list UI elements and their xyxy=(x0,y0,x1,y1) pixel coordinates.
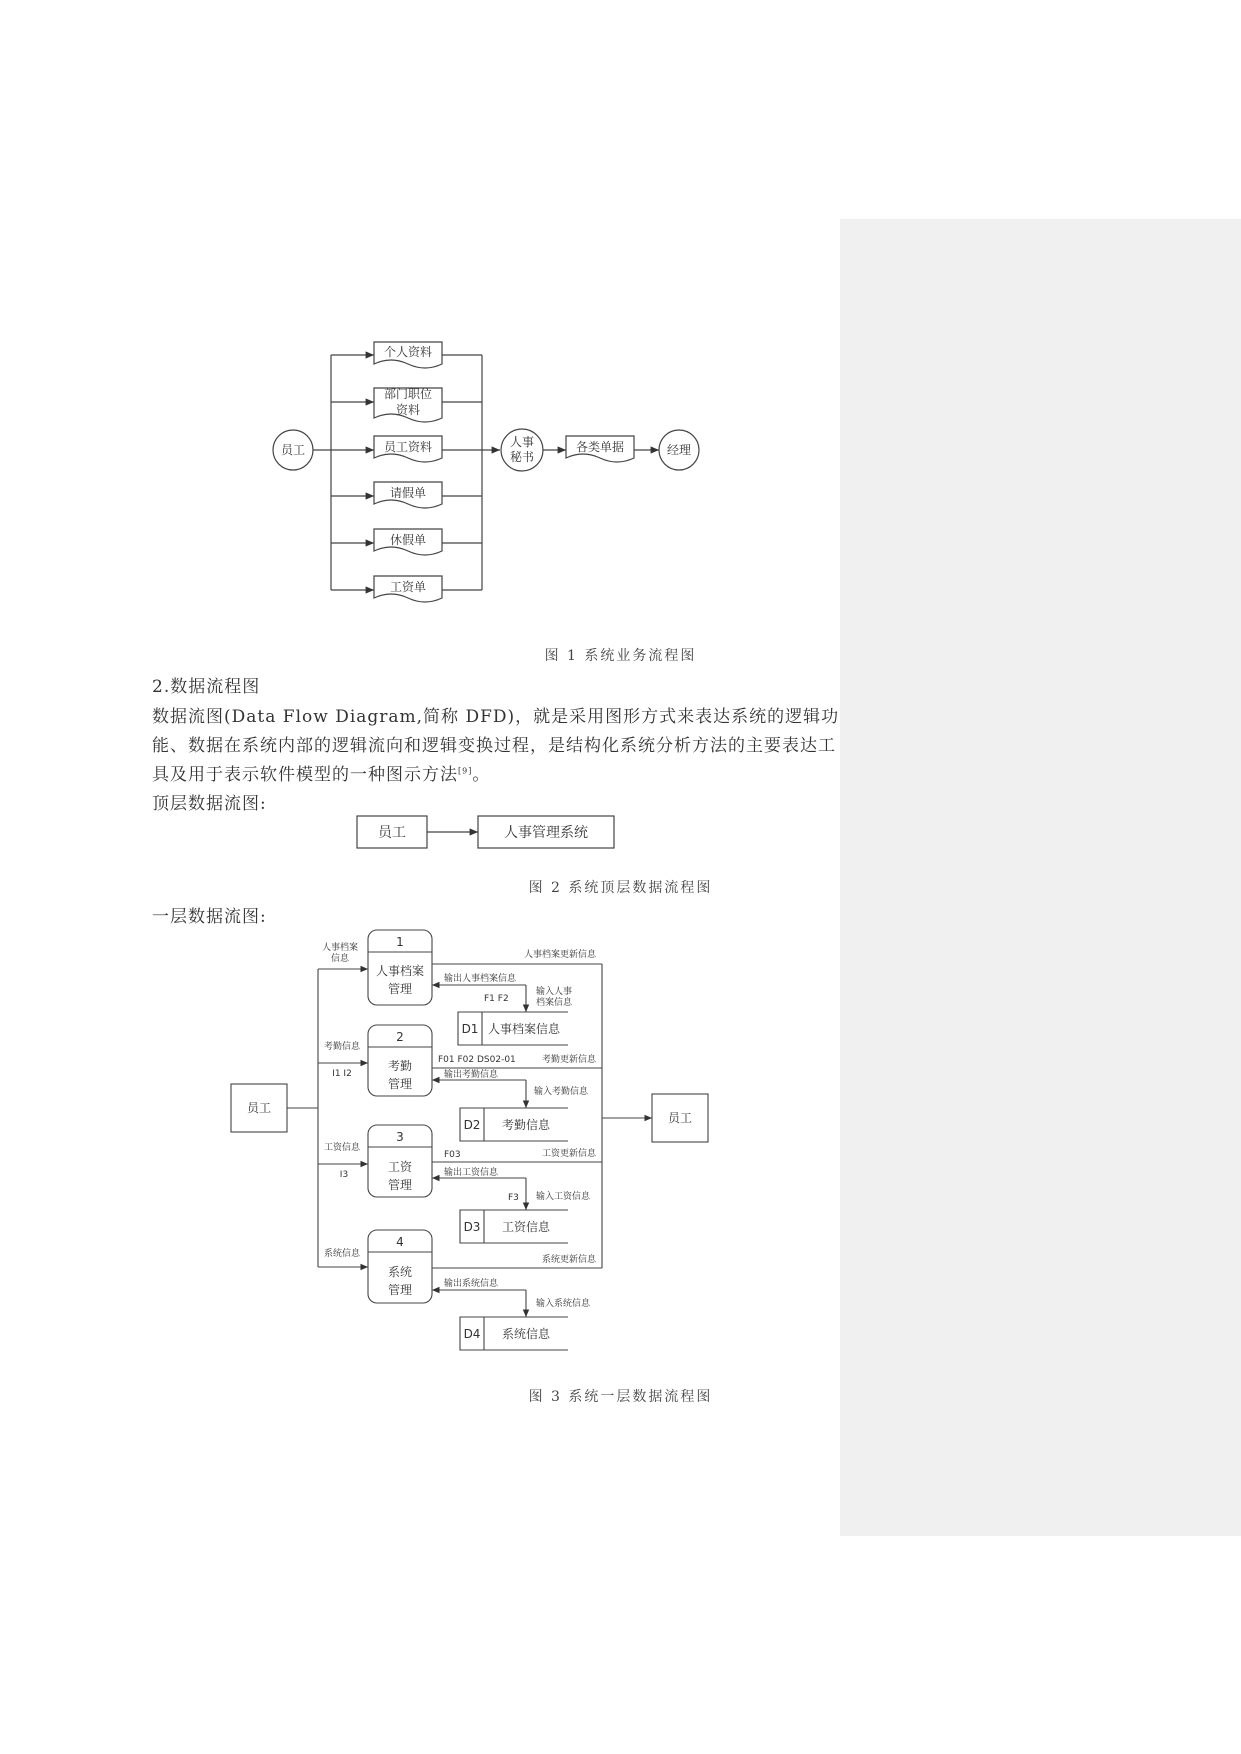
fig2-entity-label: 员工 xyxy=(378,825,406,841)
fig3-process-label: 管理 xyxy=(387,1178,413,1192)
fig1-source-label: 员工 xyxy=(280,443,306,457)
fig3-process-id: 4 xyxy=(396,1235,404,1249)
fig3-output-flow-label: 输出考勤信息 xyxy=(444,1070,499,1080)
paragraph-line: 数据流图(Data Flow Diagram,简称 DFD)，就是采用图形方式来表达系统的逻辑功 xyxy=(152,707,840,727)
paragraph-line: 能、数据在系统内部的逻辑流向和逻辑变换过程，是结构化系统分析方法的主要表达工 xyxy=(152,736,836,756)
fig3-in-flow-label: 信息 xyxy=(330,954,350,964)
fig3-in-flow-label: I1 I2 xyxy=(332,1069,352,1079)
fig3-code-label: F01 F02 DS02-01 xyxy=(438,1055,516,1065)
fig3-process-label: 人事档案 xyxy=(375,964,425,978)
fig1-sink-label: 经理 xyxy=(666,443,692,457)
fig3-store-name: 工资信息 xyxy=(501,1220,551,1234)
fig3-process-id: 1 xyxy=(396,935,404,949)
section-heading: 2.数据流程图 xyxy=(152,677,261,697)
fig3-code-label: F3 xyxy=(508,1193,519,1203)
fig3-input-flow-label: 输入工资信息 xyxy=(536,1192,591,1202)
fig3-process-id: 3 xyxy=(396,1130,404,1144)
fig3-in-flow-label: I3 xyxy=(339,1170,349,1180)
fig3-process-label: 管理 xyxy=(387,982,413,996)
fig3-store-name: 系统信息 xyxy=(501,1327,551,1341)
fig3-left-entity-label: 员工 xyxy=(246,1101,272,1115)
fig1-process-label: 秘书 xyxy=(509,450,535,464)
fig3-in-flow-label: 系统信息 xyxy=(323,1249,361,1259)
fig3-update-flow-label: 工资更新信息 xyxy=(541,1149,596,1159)
fig3-output-flow-label: 输出系统信息 xyxy=(444,1279,499,1289)
fig3-process-label: 管理 xyxy=(387,1283,413,1297)
fig3-process-label: 工资 xyxy=(387,1160,413,1174)
paragraph-text: 具及用于表示软件模型的一种图示方法 xyxy=(152,765,458,785)
fig3-process-id: 2 xyxy=(396,1030,404,1044)
fig1-doc-label: 部门职位 xyxy=(383,387,433,401)
paragraph-end: 。 xyxy=(472,765,491,785)
fig3-update-flow-label: 考勤更新信息 xyxy=(541,1055,596,1065)
fig3-store-id: D4 xyxy=(463,1327,481,1341)
fig2-system-label: 人事管理系统 xyxy=(504,825,588,841)
fig3-update-flow-label: 系统更新信息 xyxy=(541,1255,596,1265)
fig1-doc-label: 资料 xyxy=(395,403,421,417)
fig3-in-flow-label: 人事档案 xyxy=(321,943,359,953)
top-level-label: 顶层数据流图: xyxy=(152,794,267,814)
fig3-update-flow-label: 人事档案更新信息 xyxy=(523,950,596,960)
figure-3-caption: 图 3 系统一层数据流程图 xyxy=(528,1389,713,1405)
fig3-in-flow-label: 考勤信息 xyxy=(323,1042,361,1052)
fig1-doc-label: 请假单 xyxy=(389,486,427,500)
figure-1-caption: 图 1 系统业务流程图 xyxy=(544,648,697,664)
figure-2-caption: 图 2 系统顶层数据流程图 xyxy=(528,880,713,896)
level-1-label: 一层数据流图: xyxy=(152,907,267,927)
fig3-process-label: 管理 xyxy=(387,1077,413,1091)
fig3-right-entity-label: 员工 xyxy=(667,1111,693,1125)
fig1-doc-label: 工资单 xyxy=(389,580,427,594)
fig3-store-name: 人事档案信息 xyxy=(487,1022,561,1036)
fig3-store-name: 考勤信息 xyxy=(501,1118,551,1132)
citation-ref: [9] xyxy=(458,766,473,776)
fig1-doc-label: 员工资料 xyxy=(383,440,433,454)
fig3-input-flow-label: 输入考勤信息 xyxy=(534,1087,589,1097)
fig3-store-id: D3 xyxy=(463,1220,481,1234)
fig1-output-label: 各类单据 xyxy=(575,440,625,454)
fig3-code-label: F1 F2 xyxy=(484,994,509,1004)
fig3-input-flow-label: 输入人事 xyxy=(536,987,573,997)
fig3-store-id: D2 xyxy=(463,1118,481,1132)
fig3-input-flow-label: 档案信息 xyxy=(536,998,573,1008)
fig3-output-flow-label: 输出工资信息 xyxy=(444,1168,499,1178)
fig1-process-label: 人事 xyxy=(509,435,535,449)
fig3-input-flow-label: 输入系统信息 xyxy=(536,1299,591,1309)
fig3-process-label: 考勤 xyxy=(387,1059,413,1073)
fig3-in-flow-label: 工资信息 xyxy=(323,1143,361,1153)
fig1-doc-label: 休假单 xyxy=(389,533,427,547)
fig3-process-label: 系统 xyxy=(387,1265,413,1279)
fig3-code-label: F03 xyxy=(444,1150,461,1160)
fig1-doc-label: 个人资料 xyxy=(383,345,433,359)
fig3-store-id: D1 xyxy=(461,1022,479,1036)
fig3-output-flow-label: 输出人事档案信息 xyxy=(444,974,517,984)
